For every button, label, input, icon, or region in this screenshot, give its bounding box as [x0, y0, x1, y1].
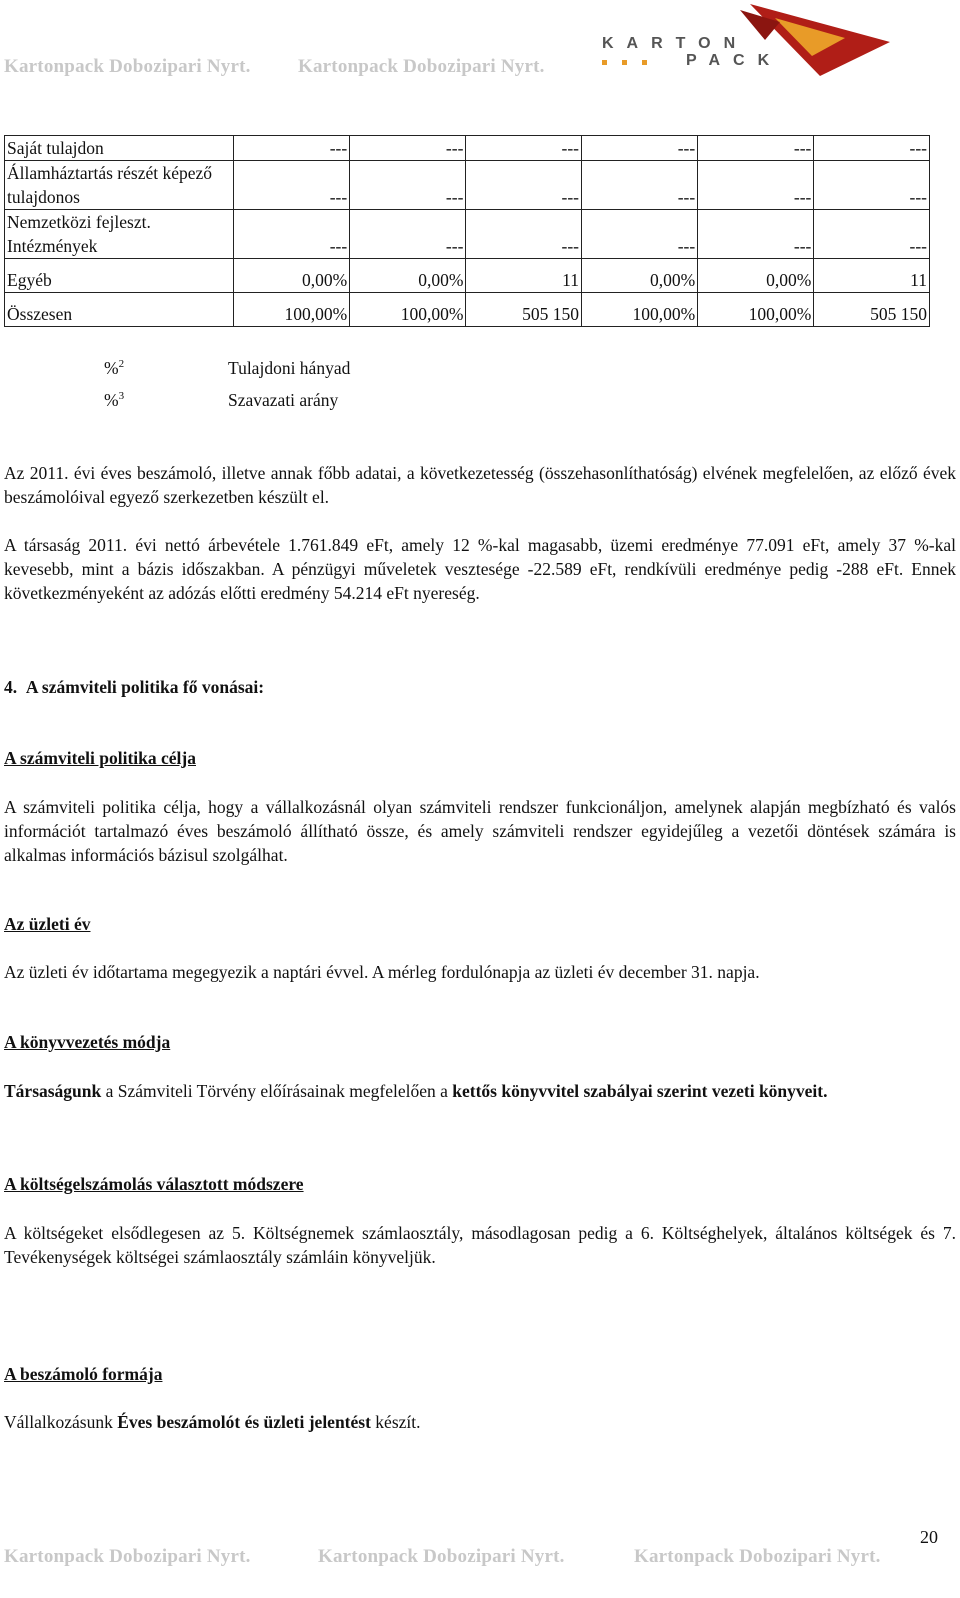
table-cell: ---	[466, 136, 582, 161]
table-cell: ---	[814, 210, 930, 259]
page-number: 20	[920, 1527, 938, 1547]
paragraph-text: A társaság 2011. évi nettó árbevétele 1.761.849 eFt, amely 12 %-kal magasabb, üzemi eredménye 77.091 eFt, amely 37 %-kal kevesebb, mint a bázis időszakban. A pénzügyi műveletek vesztesége -22.589 eFt, rendkívüli eredménye pedig -288 eFt. Ennek következményeként az adózás előtti eredmény 54.214 eFt nyereség.	[4, 535, 956, 603]
table-cell: ---	[234, 161, 350, 210]
table-cell: ---	[466, 161, 582, 210]
ownership-table	[4, 135, 930, 327]
table-cell: 100,00%	[350, 293, 466, 327]
paragraph-text: Az üzleti év időtartama megegyezik a naptári évvel. A mérleg fordulónapja az üzleti év december 31. napja.	[4, 962, 760, 982]
table-cell: 505 150	[814, 293, 930, 327]
bold-text: Társaságunk	[4, 1081, 102, 1101]
table-cell: ---	[698, 210, 814, 259]
paragraph-business-year	[4, 960, 956, 984]
section-heading	[4, 677, 956, 698]
footer-watermark-1: Kartonpack Dobozipari Nyrt.	[4, 1546, 251, 1567]
subheading-text: A beszámoló formája	[4, 1364, 163, 1384]
table-cell: 100,00%	[582, 293, 698, 327]
table-cell: 505 150	[466, 293, 582, 327]
legend-sup: 2	[118, 358, 125, 371]
table-cell: 0,00%	[698, 259, 814, 293]
table-cell: ---	[350, 161, 466, 210]
legend-symbol: %	[104, 390, 119, 410]
paragraph-bookkeeping	[4, 1079, 956, 1103]
footer-watermark-2: Kartonpack Dobozipari Nyrt.	[318, 1546, 565, 1567]
table-cell: ---	[582, 161, 698, 210]
logo-text-karton: KARTON	[602, 35, 749, 52]
table-cell: 11	[466, 259, 582, 293]
legend-row-2	[104, 390, 339, 411]
paragraph-text: a Számviteli Törvény előírásainak megfelelően a	[101, 1081, 453, 1101]
table-cell: ---	[582, 136, 698, 161]
subheading-cost-method	[4, 1174, 956, 1195]
table-cell: 100,00%	[698, 293, 814, 327]
table-cell: ---	[350, 136, 466, 161]
table-cell: 100,00%	[234, 293, 350, 327]
logo-text-pack: PACK	[686, 52, 783, 69]
subheading-text: Az üzleti év	[4, 914, 91, 934]
table-cell: ---	[234, 210, 350, 259]
table-cell: ---	[698, 136, 814, 161]
section-title: A számviteli politika fő vonásai:	[25, 677, 265, 697]
table-cell: 11	[814, 259, 930, 293]
legend-symbol: %	[104, 358, 119, 378]
table-cell: 0,00%	[582, 259, 698, 293]
paragraph-text: készít.	[370, 1412, 421, 1432]
table-cell: ---	[814, 136, 930, 161]
paragraph-cost-method	[4, 1221, 956, 1269]
subheading-policy-goal	[4, 748, 956, 769]
subheading-business-year	[4, 914, 956, 935]
subheading-report-form	[4, 1364, 956, 1385]
legend-row-1	[104, 358, 351, 379]
table-row	[5, 293, 930, 327]
bold-text: kettős könyvvitel szabályai szerint vezeti könyveit.	[452, 1081, 828, 1101]
table-cell: ---	[814, 161, 930, 210]
table-row-label: Összesen	[5, 293, 234, 327]
table-cell: ---	[582, 210, 698, 259]
paragraph-text: Az 2011. évi éves beszámoló, illetve annak főbb adatai, a következetesség (összehasonlíthatóság) elvének megfelelően, az előző évek beszámolóival egyező szerkezetben készült el.	[4, 463, 956, 507]
paragraph-summary	[4, 461, 956, 509]
subheading-bookkeeping	[4, 1032, 956, 1053]
header-watermark-2: Kartonpack Dobozipari Nyrt.	[298, 56, 545, 77]
subheading-text: A könyvvezetés módja	[4, 1032, 171, 1052]
legend-sup: 3	[118, 390, 125, 403]
table-cell: 0,00%	[350, 259, 466, 293]
legend-text: Tulajdoni hányad	[228, 358, 351, 378]
subheading-text: A számviteli politika célja	[4, 748, 196, 768]
paragraph-results	[4, 533, 956, 605]
header-watermark-1: Kartonpack Dobozipari Nyrt.	[4, 56, 251, 77]
legend-text: Szavazati arány	[228, 390, 339, 410]
footer-watermark-3: Kartonpack Dobozipari Nyrt.	[634, 1546, 881, 1567]
section-number: 4.	[4, 677, 18, 697]
table-cell: 0,00%	[234, 259, 350, 293]
table-row	[5, 210, 930, 259]
paragraph-report-form	[4, 1410, 956, 1434]
paragraph-policy-goal	[4, 795, 956, 867]
bold-text: Éves beszámolót és üzleti jelentést	[117, 1412, 371, 1432]
table-row-label: Egyéb	[5, 259, 234, 293]
paragraph-text: Vállalkozásunk	[4, 1412, 118, 1432]
subheading-text: A költségelszámolás választott módszere	[4, 1174, 304, 1194]
paragraph-text: A számviteli politika célja, hogy a vállalkozásnál olyan számviteli rendszer funkcionáljon, amelynek alapján megbízható és valós információt tartalmazó éves beszámoló állítható össze, és amely számviteli rendszer egyidejűleg a vezetői döntések számára is alkalmas információs bázisul szolgálhat.	[4, 797, 956, 865]
table-row	[5, 161, 930, 210]
paragraph-text: A költségeket elsődlegesen az 5. Költségnemek számlaosztály, másodlagosan pedig a 6. Költséghelyek, általános költségek és 7. Tevékenységek költségei számlaosztály számláin könyveljük.	[4, 1223, 956, 1267]
table-row-label: Nemzetközi fejleszt. Intézmények	[5, 210, 234, 259]
table-cell: ---	[234, 136, 350, 161]
table-row-label: Saját tulajdon	[5, 136, 234, 161]
table-row-label: Államháztartás részét képező tulajdonos	[5, 161, 234, 210]
kartonpack-logo	[600, 4, 900, 84]
table-cell: ---	[466, 210, 582, 259]
table-cell: ---	[350, 210, 466, 259]
table-row	[5, 259, 930, 293]
table-row	[5, 136, 930, 161]
table-cell: ---	[698, 161, 814, 210]
